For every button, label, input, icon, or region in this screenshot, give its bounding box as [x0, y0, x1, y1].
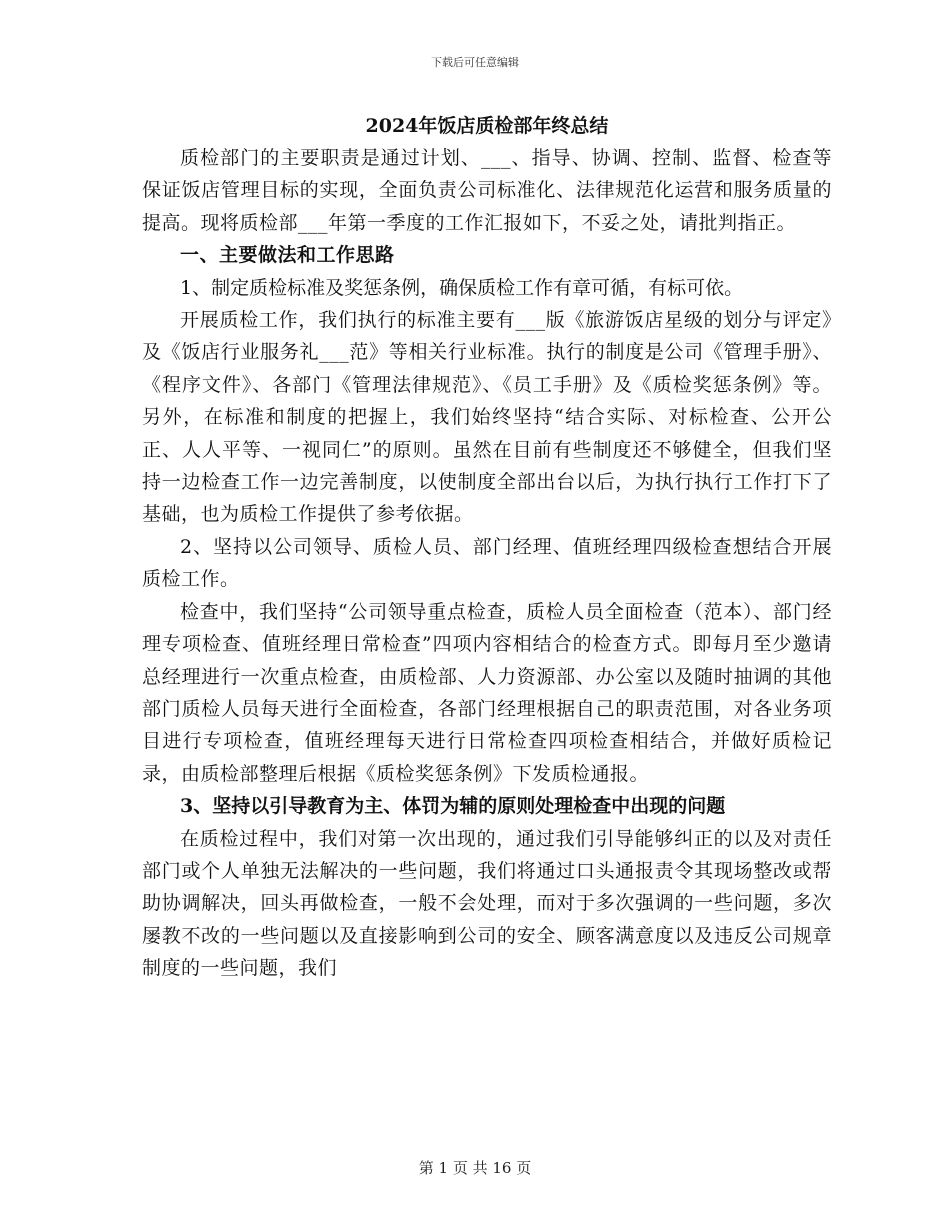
document-body — [142, 110, 832, 985]
section-heading-1: 一、主要做法和工作思路 — [180, 244, 395, 267]
body-paragraph-1: 开展质检工作，我们执行的标准主要有___版《旅游饭店星级的划分与评定》及《饭店行业服务礼___范》等相关行业标准。执行的制度是公司《管理手册》、《程序文件》、各部门《管理法律规范》、《员工手册》及《质检奖惩条例》等。另外，在标准和制度的把握上，我们始终坚持“结合实际、对标检查、公开公正、人人平等、一视同仁”的原则。虽然在目前有些制度还不够健全，但我们坚持一边检查工作一边完善制度，以使制度全部出台以后，为执行执行工作打下了基础，也为质检工作提供了参考依据。 — [142, 309, 832, 526]
subheading-1: 1、制定质检标准及奖惩条例，确保质检工作有章可循，有标可依。 — [180, 276, 744, 299]
page-header: 下载后可任意编辑 — [431, 56, 519, 69]
body-paragraph-3: 在质检过程中，我们对第一次出现的，通过我们引导能够纠正的以及对责任部门或个人单独无法解决的一些问题，我们将通过口头通报责令其现场整改或帮助协调解决，回头再做检查，一般不会处理，而对于多次强调的一些问题，多次屡教不改的一些问题以及直接影响到公司的安全、顾客满意度以及违反公司规章制度的一些问题，我们 — [142, 827, 832, 980]
page-footer: 第 1 页 共 16 页 — [418, 1159, 532, 1177]
intro-paragraph: 质检部门的主要职责是通过计划、___、指导、协调、控制、监督、检查等保证饭店管理目标的实现，全面负责公司标准化、法律规范化运营和服务质量的提高。现将质检部___年第一季度的工作汇报如下，不妥之处，请批判指正。 — [142, 147, 832, 234]
body-paragraph-2: 检查中，我们坚持“公司领导重点检查，质检人员全面检查（范本）、部门经理专项检查、值班经理日常检查”四项内容相结合的检查方式。即每月至少邀请总经理进行一次重点检查，由质检部、人力资源部、办公室以及随时抽调的其他部门质检人员每天进行全面检查，各部门经理根据自己的职责范围，对各业务项目进行专项检查，值班经理每天进行日常检查四项检查相结合，并做好质检记录，由质检部整理后根据《质检奖惩条例》下发质检通报。 — [142, 600, 832, 785]
document-title: 2024年饭店质检部年终总结 — [365, 115, 609, 137]
subheading-2: 2、坚持以公司领导、质检人员、部门经理、值班经理四级检查想结合开展质检工作。 — [142, 535, 832, 591]
subheading-3: 3、坚持以引导教育为主、体罚为辅的原则处理检查中出现的问题 — [180, 795, 726, 818]
